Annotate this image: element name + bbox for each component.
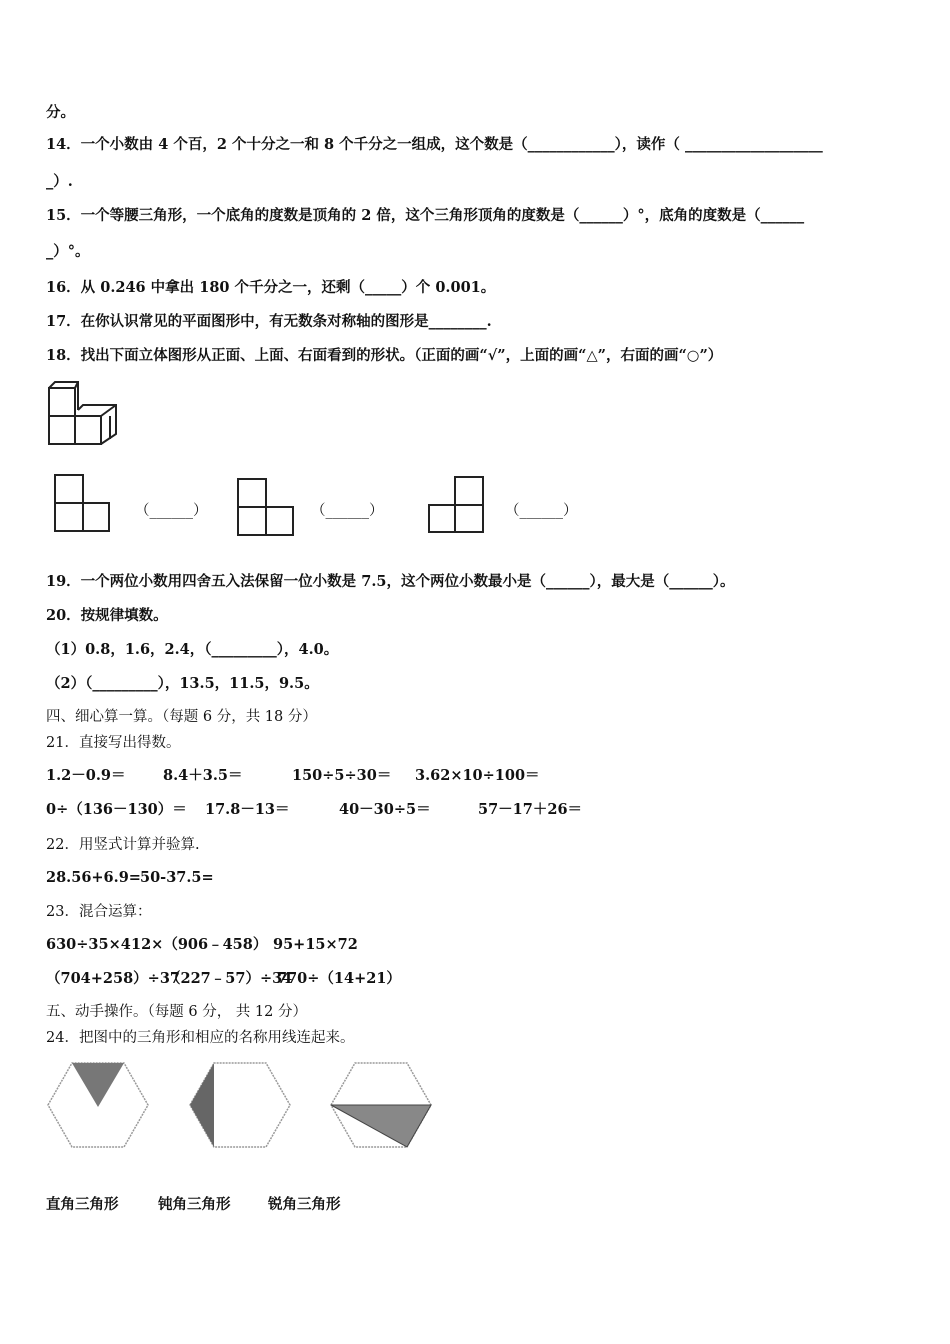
section-4-heading: 四、细心算一算。（每题 6 分，共 18 分） <box>46 709 317 725</box>
section-5-heading: 五、动手操作。（每题 6 分， 共 12 分） <box>46 1004 307 1020</box>
question-15-cont: _）°。 <box>46 243 90 260</box>
triangle-label-right: 直角三角形 <box>46 1196 119 1213</box>
calc-item: 95+15×72 <box>273 936 358 953</box>
calc-item: 12×（906﹣458） <box>131 936 268 953</box>
view-option-3 <box>427 475 489 535</box>
question-15: 15．一个等腰三角形，一个底角的度数是顶角的 2 倍，这个三角形顶角的度数是（______）°，底角的度数是（______ <box>46 207 805 224</box>
question-16: 16．从 0.246 中拿出 180 个千分之一，还剩（_____）个 0.001。 <box>46 279 496 296</box>
cube-figure <box>46 378 122 448</box>
calc-item: 630÷35×4 <box>46 936 131 953</box>
question-21: 21．直接写出得数。 <box>46 735 181 751</box>
calc-item: 40－30÷5＝ <box>339 801 431 818</box>
question-14: 14．一个小数由 4 个百，2 个十分之一和 8 个千分之一组成，这个数是（____________），读作（ ___________________ <box>46 136 823 153</box>
question-19: 19．一个两位小数用四舍五入法保留一位小数是 7.5，这个两位小数最小是（______），最大是（______）。 <box>46 573 735 590</box>
question-20-2: （2）（_________），13.5，11.5，9.5。 <box>46 675 319 692</box>
question-23: 23．混合运算： <box>46 904 152 920</box>
hexagon-figure-1 <box>46 1060 150 1150</box>
calc-item: 17.8－13＝ <box>205 801 290 818</box>
calc-item: （227﹣57）÷34 <box>166 970 293 987</box>
question-22: 22．用竖式计算并验算. <box>46 837 200 853</box>
calc-item: 0÷（136－130）＝ <box>46 801 187 818</box>
question-20-1: （1）0.8，1.6，2.4，（_________），4.0。 <box>46 641 339 658</box>
calc-item: 1.2－0.9＝ <box>46 767 126 784</box>
question-17: 17．在你认识常见的平面图形中，有无数条对称轴的图形是________. <box>46 313 492 330</box>
answer-blank[interactable]: （______） <box>311 503 384 519</box>
question-18: 18．找出下面立体图形从正面、上面、右面看到的形状。（正面的画“√”，上面的画“△”，右面的画“○”） <box>46 347 723 364</box>
answer-blank[interactable]: （______） <box>505 503 578 519</box>
calc-item: 57－17＋26＝ <box>478 801 583 818</box>
view-option-2 <box>236 477 298 539</box>
calc-item: 150÷5÷30＝ <box>292 767 392 784</box>
hexagon-figure-3 <box>329 1060 433 1150</box>
hexagon-figure-2 <box>188 1060 292 1150</box>
calc-item: 28.56+6.9= <box>46 869 141 886</box>
calc-item: 770÷（14+21） <box>277 970 401 987</box>
text-line: 分。 <box>46 104 75 121</box>
question-24: 24．把图中的三角形和相应的名称用线连起来。 <box>46 1030 355 1046</box>
question-14-cont: _）. <box>46 173 73 190</box>
triangle-label-obtuse: 钝角三角形 <box>158 1196 231 1213</box>
question-20: 20．按规律填数。 <box>46 607 168 624</box>
triangle-label-acute: 锐角三角形 <box>268 1196 341 1213</box>
answer-blank[interactable]: （______） <box>135 503 208 519</box>
calc-item: 8.4＋3.5＝ <box>163 767 243 784</box>
view-option-1 <box>53 473 113 533</box>
calc-item: 3.62×10÷100＝ <box>415 767 540 784</box>
calc-item: （704+258）÷37 <box>46 970 181 987</box>
calc-item: 50-37.5= <box>140 869 214 886</box>
